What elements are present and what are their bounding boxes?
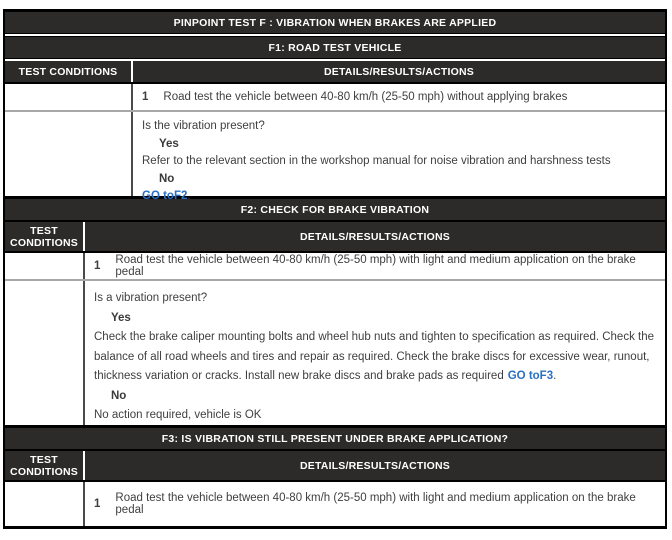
f1-result-cell xyxy=(133,112,665,202)
f3-step-text: Road test the vehicle between 40-80 km/h (25-50 mph) with light and medium application on the brake pedal xyxy=(115,492,636,516)
f2-go-to-f3-link[interactable]: GO toF3 xyxy=(507,370,554,382)
f1-step-text: Road test the vehicle between 40-80 km/h (25-50 mph) without applying brakes xyxy=(163,91,568,103)
main-title: PINPOINT TEST F : VIBRATION WHEN BRAKES ARE APPLIED xyxy=(173,16,497,29)
f1-question: Is the vibration present? xyxy=(142,120,265,132)
f2-step-text: Road test the vehicle between 40-80 km/h (25-50 mph) with light and medium application on the brake pedal xyxy=(115,254,636,278)
f2-question: Is a vibration present? xyxy=(94,292,208,304)
f2-no-action: No action required, vehicle is OK xyxy=(94,409,262,421)
f1-column-header-row xyxy=(5,61,665,84)
f1-yes-action: Refer to the relevant section in the workshop manual for noise vibration and harshness tests xyxy=(142,155,611,167)
f1-yes-label: Yes xyxy=(159,137,179,150)
f3-details-header: DETAILS/RESULTS/ACTIONS xyxy=(85,451,665,480)
f1-step-cell xyxy=(133,84,665,110)
f2-column-header-row xyxy=(5,222,665,253)
f1-details-header: DETAILS/RESULTS/ACTIONS xyxy=(133,61,665,82)
f1-step-number: 1 xyxy=(142,91,149,103)
f2-no-label: No xyxy=(111,389,127,402)
f3-step-row xyxy=(5,482,665,526)
section-f1-title-bar xyxy=(5,36,665,59)
section-f2-title: F2: CHECK FOR BRAKE VIBRATION xyxy=(240,203,430,216)
pinpoint-test-table xyxy=(3,9,667,529)
f1-no-label: No xyxy=(159,172,175,185)
f2-result-test-conditions-cell xyxy=(5,281,85,425)
f2-result-cell xyxy=(85,281,665,425)
f2-yes-label: Yes xyxy=(111,311,131,324)
f2-step-row xyxy=(5,253,665,279)
f2-details-header: DETAILS/RESULTS/ACTIONS xyxy=(85,222,665,251)
f3-step-test-conditions-cell xyxy=(5,482,85,526)
f2-yes-action: Check the brake caliper mounting bolts and wheel hub nuts and tighten to specification as required. Check the balance of all road wheels and tires and repair as required. Check the brake discs for excessive wear, runout, thickness variation or cracks. Install new brake discs and brake pads as required xyxy=(94,331,655,382)
f1-go-suffix: . xyxy=(187,190,191,202)
section-f3-title-bar xyxy=(5,425,665,451)
section-f1-title: F1: ROAD TEST VEHICLE xyxy=(268,41,402,54)
f2-test-conditions-header: TEST CONDITIONS xyxy=(5,222,83,251)
f1-result-row xyxy=(5,110,665,202)
f1-step-row xyxy=(5,84,665,110)
f3-column-header-row xyxy=(5,451,665,482)
f1-result-test-conditions-cell xyxy=(5,112,133,196)
f3-step-cell xyxy=(85,482,665,526)
f2-step-test-conditions-cell xyxy=(5,253,85,279)
f2-step-cell xyxy=(85,253,665,279)
f2-step-number: 1 xyxy=(94,260,101,272)
f1-go-to-f2-link[interactable]: GO toF2 xyxy=(142,190,188,202)
f2-go-suffix: . xyxy=(553,370,557,382)
f1-test-conditions-header: TEST CONDITIONS xyxy=(5,61,131,82)
main-title-bar xyxy=(5,11,665,34)
f2-result-row xyxy=(5,279,665,425)
section-f3-title: F3: IS VIBRATION STILL PRESENT UNDER BRAKE APPLICATION? xyxy=(161,432,509,445)
f1-step-test-conditions-cell xyxy=(5,84,133,110)
f3-test-conditions-header: TEST CONDITIONS xyxy=(5,451,83,480)
f3-step-number: 1 xyxy=(94,498,101,510)
f2-yes-action-paragraph xyxy=(94,328,655,387)
